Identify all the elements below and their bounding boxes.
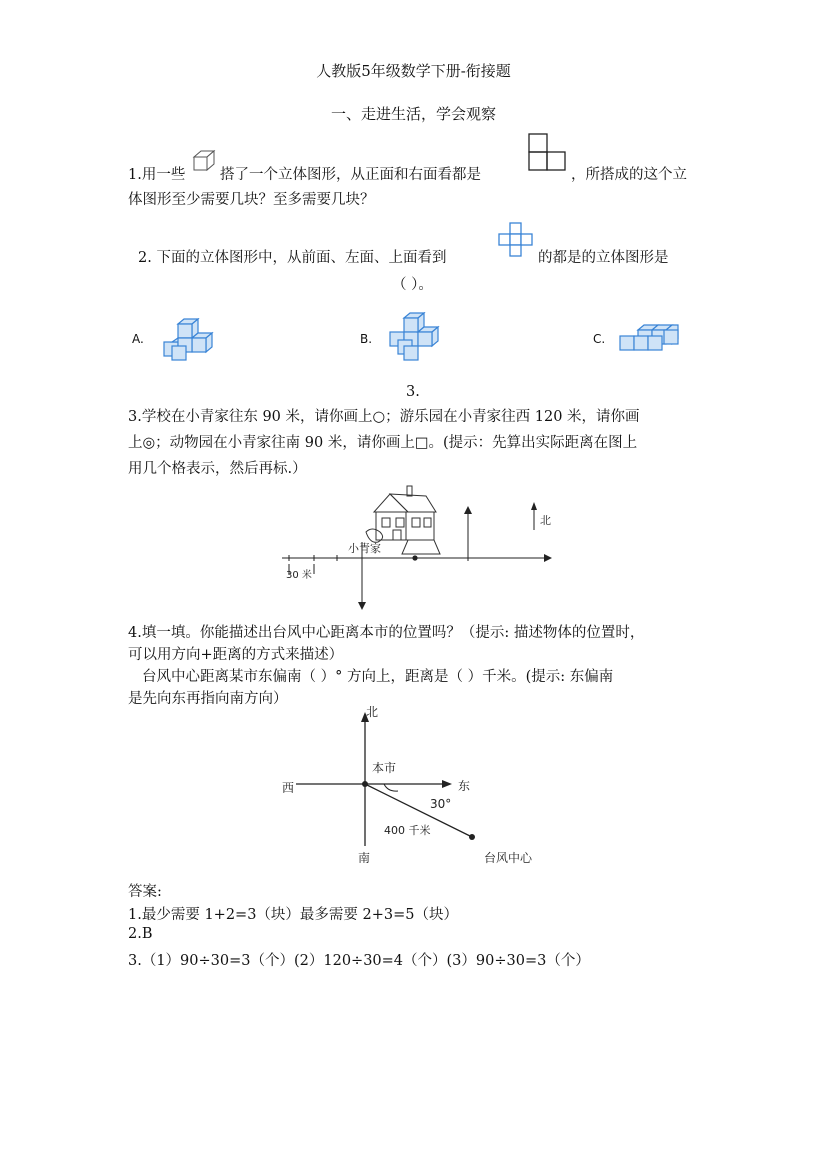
compass-south: 南 [358,851,371,865]
option-c-label: C. [593,332,606,346]
option-b-label: B. [360,332,373,346]
q2-line2: （ ）。 [392,277,433,293]
cube-icon [192,148,216,174]
map-north-label: 北 [540,514,551,527]
map-home-label: 小青家 [348,542,381,555]
compass-diagram [276,702,566,868]
option-b-figure [386,312,442,370]
q3-line3: 用几个格表示，然后再标.） [128,461,307,477]
compass-typhoon: 台风中心 [484,851,533,865]
stray-number: 3. [406,384,420,400]
map-diagram [276,482,566,616]
q1-text-part2: 搭了一个立体图形，从正面和右面看都是 [220,167,481,183]
q2-text-part1: 2. 下面的立体图形中，从前面、左面、上面看到 [138,250,447,266]
q4-line1: 4.填一填。你能描述出台风中心距离本市的位置吗？（提示: 描述物体的位置时， [128,625,645,641]
compass-east: 东 [458,779,471,793]
option-a-figure [158,318,220,364]
q1-line2: 体图形至少需要几块？至多需要几块？ [128,192,375,208]
page-title: 人教版5年级数学下册-衔接题 [316,62,511,80]
map-scale-label: 30 米 [286,570,312,581]
q3-line1: 3.学校在小青家往东 90 米，请你画上○；游乐园在小青家往西 120 米，请你画 [128,409,640,425]
option-c-figure [618,322,682,358]
q4-line4: 是先向东再指向南方向） [128,691,288,707]
option-a-label: A. [132,332,144,346]
answer-2: 2.B [128,926,153,942]
q1-text-part3: ，所搭成的这个立 [571,167,687,183]
compass-north: 北 [366,705,379,719]
compass-angle: 30° [430,797,452,811]
compass-west: 西 [282,781,295,795]
answer-3: 3.（1）90÷30=3（个）(2）120÷30=4（个）(3）90÷30=3（个） [128,953,590,969]
compass-city: 本市 [372,761,397,775]
cross-view-icon [498,221,534,259]
q2-text-part2: 的都是的立体图形是 [538,250,669,266]
q4-line3: 台风中心距离某市东偏南（ ）° 方向上，距离是（ ）千米。(提示: 东偏南 [142,669,614,685]
q1-text-part1: 1.用一些 [128,167,186,183]
answers-heading: 答案: [128,884,162,900]
answer-1: 1.最少需要 1+2=3（块）最多需要 2+3=5（块） [128,907,459,923]
section-heading: 一、走进生活，学会观察 [330,105,496,123]
q3-line2: 上◎；动物园在小青家往南 90 米，请你画上□。(提示：先算出实际距离在图上 [128,435,638,451]
q2-line1 [138,244,708,274]
q4-line2: 可以用方向+距离的方式来描述） [128,647,344,663]
q1-line1 [128,160,708,190]
front-right-view-icon [526,132,568,176]
compass-distance: 400 千米 [384,824,431,837]
